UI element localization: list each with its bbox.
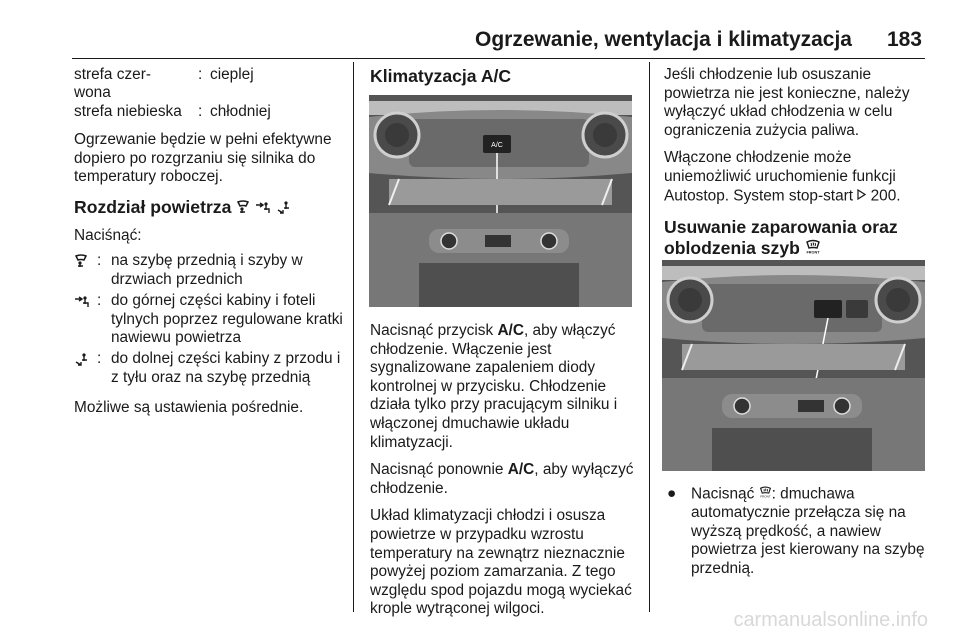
text: Nacisnąć przycisk [370, 322, 498, 339]
upper-body-airflow-icon [74, 294, 90, 314]
text: , aby włączyć chłodzenie. Włączenie jest sygnalizowane zapaleniem diody kontrolnej w przycisku. Chłodzenie działa tylko przy pracującym silniku i włączonej dmuchawie układu klimatyzacji. [370, 322, 618, 451]
text: 200. [866, 186, 901, 204]
zone-sep: : [198, 66, 203, 83]
heating-note: Ogrzewanie będzie w pełni efektywne dopiero po rozgrzaniu się silnika do temperatury roboczej. [74, 131, 332, 186]
zone-key: strefa niebieska [74, 103, 182, 120]
ac-button-label: A/C [491, 142, 503, 149]
bullet-text [691, 485, 935, 578]
windscreen-airflow-icon [236, 198, 250, 219]
press-label: Naciśnąć: [74, 226, 142, 244]
heading-line-2 [664, 238, 936, 260]
text: , aby wyłączyć chłodzenie. [370, 461, 634, 497]
defrost-bullet [667, 485, 935, 578]
svg-text:FRONT: FRONT [759, 494, 771, 498]
ac-para-2 [370, 461, 640, 498]
intermediate-note: Możliwe są ustawienia pośrednie. [74, 399, 304, 417]
ac-para-1 [370, 322, 640, 452]
column-divider-2 [649, 62, 650, 612]
heading-text: oblodzenia szyb [664, 237, 800, 258]
column-divider-1 [353, 62, 354, 612]
autostop-note [664, 149, 936, 205]
airflow-item [74, 292, 346, 350]
section-heading [74, 197, 346, 219]
text: Nacisnąć ponownie [370, 461, 508, 479]
zone-value: cieplej [210, 66, 254, 83]
page-ref-arrow-icon [857, 187, 866, 206]
bullet-dot: ● [667, 485, 677, 502]
ac-bold: A/C [497, 322, 524, 339]
heading-text: Rozdział powietrza [74, 196, 232, 217]
ac-bold: A/C [507, 461, 535, 479]
zone-sep: : [198, 103, 203, 120]
zone-row-blue [74, 103, 346, 131]
text: Włączone chłodzenie może uniemożliwić uruchomienie funkcji Autostop. System stop-start [664, 149, 896, 204]
page-title: Ogrzewanie, wentylacja i klimatyzacja [474, 28, 852, 51]
zone-row-red [74, 66, 346, 103]
floor-airflow-icon [276, 198, 292, 219]
item-sep: : [97, 252, 102, 270]
upper-body-airflow-icon [255, 198, 271, 219]
floor-airflow-icon [74, 352, 90, 372]
page-number: 183 [886, 28, 922, 51]
middle-column [370, 322, 640, 619]
zone-key: strefa czer- [74, 66, 151, 83]
airflow-item [74, 252, 346, 292]
defrost-heading [664, 217, 936, 260]
front-defrost-icon [805, 238, 821, 259]
ac-para-3: Układ klimatyzacji chłodzi i osusza powietrze w przypadku wzrostu temperatury na zewnątrz nieznacznie powyżej poziom zamarzania. Z tego względu spod pojazdu mogą wyciekać krople wytrąconej wilgoci. [370, 507, 632, 618]
header-rule [72, 58, 925, 59]
front-defrost-icon [759, 485, 772, 504]
left-column [74, 66, 346, 418]
text: Nacisnąć [691, 485, 759, 503]
heading-line: Usuwanie zaparowania oraz [664, 216, 898, 237]
svg-text:FRONT: FRONT [806, 250, 820, 255]
ac-heading: Klimatyzacja A/C [370, 66, 512, 86]
windscreen-airflow-icon [74, 254, 88, 274]
zone-key-cont: wona [74, 84, 111, 101]
defrost-panel-photo [662, 260, 925, 471]
right-column [664, 66, 936, 259]
item-text: na szybę przednią i szyby w drzwiach przednich [111, 252, 303, 288]
watermark: carmanualsonline.info [733, 609, 928, 631]
item-sep: : [97, 292, 102, 310]
zone-value: chłodniej [210, 103, 271, 120]
item-text: do dolnej części kabiny z przodu i z tyłu oraz na szybę przednią [111, 350, 341, 386]
item-sep: : [97, 350, 102, 368]
airflow-item [74, 350, 346, 399]
text: : dmuchawa automatycznie przełącza się na wyższą prędkość, a nawiew powietrza jest kierowany na szybę przednią. [691, 485, 925, 577]
fuel-note: Jeśli chłodzenie lub osuszanie powietrza nie jest konieczne, należy wyłączyć układ chłodzenia w celu ograniczenia zużycia paliwa. [664, 66, 910, 139]
ac-panel-photo [369, 95, 632, 307]
item-text: do górnej części kabiny i foteli tylnych poprzez regulowane kratki nawiewu powietrza [111, 292, 343, 347]
